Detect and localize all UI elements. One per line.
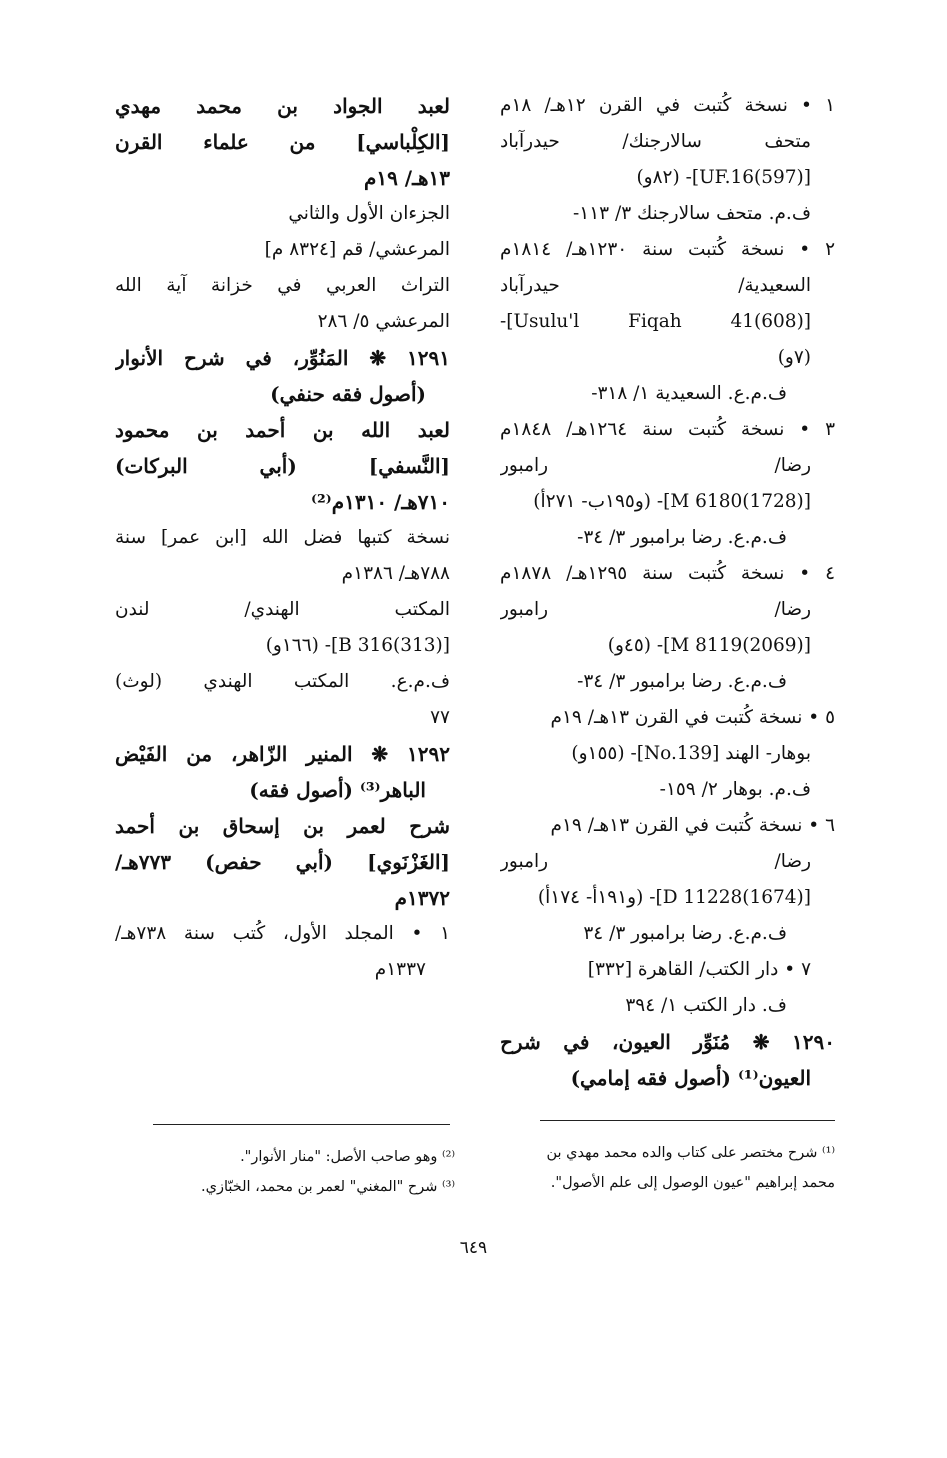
entry-line: ٣ • نسخة كُتبت سنة ١٢٦٤هـ/ ١٨٤٨م bbox=[500, 419, 835, 440]
entry-line: (٧و) bbox=[777, 347, 811, 368]
entry-line: ٧٨٨هـ/ ١٣٨٦م bbox=[341, 563, 450, 584]
entry-line: التراث العربي في خزانة آية الله bbox=[115, 275, 450, 296]
entry-line: [M 6180(1728)]- (و١٩٥ب- ٢٧١أ) bbox=[533, 491, 811, 512]
entry-line: ٧ • دار الكتب/ القاهرة [٣٣٢] bbox=[587, 959, 811, 980]
entry-heading: ١٢٩٢ ❋ المنير الزّاهر، من الفَيْض bbox=[115, 742, 450, 766]
entry-line: ٦ • نسخة كُتبت في القرن ١٣هـ/ ١٩م bbox=[550, 815, 835, 836]
entry-line: ف.م.ع. رضا برامبور ٣/ ٣٤- bbox=[577, 527, 787, 548]
entry-line: [M 8119(2069)]- (٤٥و) bbox=[607, 635, 811, 656]
entry-line: المرعشي ٥/ ٢٨٦ bbox=[317, 311, 450, 332]
entry-line: ١ • المجلد الأول، كُتب سنة ٧٣٨هـ/ bbox=[115, 923, 450, 944]
entry-heading: ١٢٩١ ❋ المَنُوِّر، في شرح الأنوار bbox=[115, 346, 450, 370]
entry-line: الجزءان الأول والثاني bbox=[288, 203, 450, 224]
entry-line: ٢ • نسخة كُتبت سنة ١٢٣٠هـ/ ١٨١٤م bbox=[500, 239, 835, 260]
entry-line: المرعشي/ قم [٨٣٢٤ م] bbox=[264, 239, 450, 260]
entry-line: ١ • نسخة كُتبت في القرن ١٢هـ/ ١٨م bbox=[500, 95, 835, 116]
entry-line: ٧٧ bbox=[430, 707, 450, 728]
page-number: ٦٤٩ bbox=[459, 1238, 488, 1258]
entry-line: ف.م.ع. رضا برامبور ٣/ ٣٤- bbox=[577, 671, 787, 692]
left-column bbox=[115, 88, 450, 988]
entry-line: [B 316(313)]- (١٦٦و) bbox=[265, 635, 450, 656]
entry-line: ١٣٣٧م bbox=[374, 959, 426, 980]
right-column bbox=[500, 88, 835, 1096]
entry-line: ٤ • نسخة كُتبت سنة ١٢٩٥هـ/ ١٨٧٨م bbox=[500, 563, 835, 584]
entry-line: السعيدية/ حيدرآباد bbox=[500, 275, 811, 296]
entry-heading: ١٣هـ/ ١٩م bbox=[363, 166, 450, 190]
entry-line: [D 11228(1674)]- (و١٩١أ- ١٧٤أ) bbox=[537, 887, 811, 908]
entry-line: ف.م. بوهار ٢/ ١٥٩- bbox=[659, 779, 811, 800]
entry-line: رضا/ رامبور bbox=[500, 851, 811, 872]
footnote-1-cont: محمد إبراهيم "عيون الوصول إلى علم الأصول". bbox=[550, 1175, 835, 1191]
entry-heading: لعبد الجواد بن محمد مهدي bbox=[115, 94, 450, 118]
entry-heading: [الكِلْباسي] من علماء القرن bbox=[115, 130, 450, 154]
entry-heading: ١٢٩٠ ❋ مُنَوِّر العيون، في شرح bbox=[500, 1030, 835, 1054]
entry-heading: الباهر⁽³⁾ (أصول فقه) bbox=[249, 778, 426, 802]
footnote-separator-right bbox=[540, 1120, 835, 1121]
entry-line: رضا/ رامبور bbox=[500, 455, 811, 476]
footnotes-left bbox=[115, 1142, 455, 1202]
entry-line: ف.م. متحف سالارجنك ٣/ ١١٣- bbox=[573, 203, 811, 224]
footnote-separator-left bbox=[153, 1124, 450, 1125]
entry-line: ف. دار الكتب ١/ ٣٩٤ bbox=[625, 995, 787, 1016]
footnote-3: ⁽³⁾ شرح "المغني" لعمر بن محمد، الخبّازي. bbox=[201, 1179, 455, 1195]
entry-heading: [الغَزْنَوي] (أبي حفص) ٧٧٣هـ/ bbox=[115, 850, 450, 874]
entry-line: ف.م.ع. رضا برامبور ٣/ ٣٤ bbox=[583, 923, 787, 944]
entry-line: [Usulu'l Fiqah 41(608)]- bbox=[500, 311, 811, 332]
entry-line: بوهار- الهند [No.139]- (١٥٥و) bbox=[571, 743, 811, 764]
entry-line: ٥ • نسخة كُتبت في القرن ١٣هـ/ ١٩م bbox=[550, 707, 835, 728]
entry-heading: ١٣٧٢م bbox=[394, 886, 450, 910]
entry-line: متحف سالارجنك/ حيدرآباد bbox=[500, 131, 811, 152]
entry-line: ف.م.ع. المكتب الهندي (لوث) bbox=[115, 671, 450, 692]
entry-line: ف.م.ع. السعيدية ١/ ٣١٨- bbox=[591, 383, 787, 404]
footnote-1: ⁽¹⁾ شرح مختصر على كتاب والده محمد مهدي بن bbox=[546, 1145, 835, 1161]
entry-line: [UF.16(597)]- (٨٢و) bbox=[636, 167, 811, 188]
entry-line: رضا/ رامبور bbox=[500, 599, 811, 620]
entry-line: المكتب الهندي/ لندن bbox=[115, 599, 450, 620]
footnote-2: ⁽²⁾ وهو صاحب الأصل: "منار الأنوار". bbox=[240, 1149, 455, 1165]
footnotes-right bbox=[495, 1138, 835, 1198]
entry-heading: شرح لعمر بن إسحاق بن أحمد bbox=[115, 814, 450, 838]
entry-heading: (أصول فقه حنفي) bbox=[270, 382, 426, 406]
entry-heading: ٧١٠هـ/ ١٣١٠م⁽²⁾ bbox=[311, 490, 450, 514]
entry-heading: [النَّسفي] (أبي البركات) bbox=[115, 454, 450, 478]
entry-heading: لعبد الله بن أحمد بن محمود bbox=[115, 418, 450, 442]
entry-heading: العيون⁽¹⁾ (أصول فقه إمامي) bbox=[570, 1066, 811, 1090]
entry-line: نسخة كتبها فضل الله [ابن عمر] سنة bbox=[115, 527, 450, 548]
